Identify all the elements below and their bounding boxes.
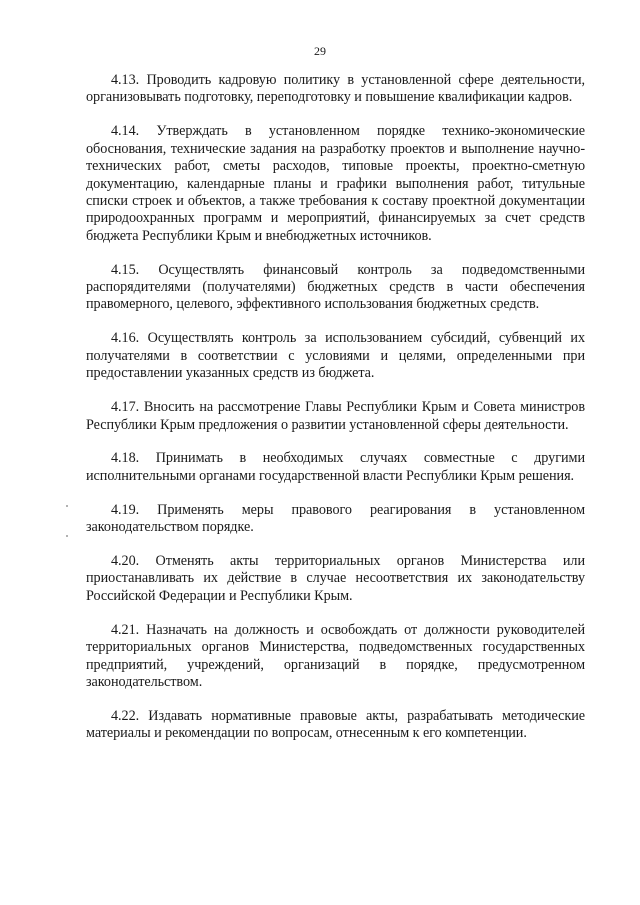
clause-text: Применять меры правового реагирования в установленном законодательством порядке. <box>86 501 586 536</box>
page-number: 29 <box>314 44 326 58</box>
clause-text: Вносить на рассмотрение Главы Республики Крым и Совета министров Республики Крым предложения о развитии установленной сферы деятельности. <box>86 399 585 433</box>
clause-4-22 <box>86 708 585 743</box>
clause-4-14 <box>86 123 585 245</box>
clause-number: 4.19. <box>111 501 140 518</box>
clause-text: Осуществлять контроль за использованием субсидий, субвенций их получателями в соответствии с условиями и целями, определенными при предоставлении указанных средств из бюджета. <box>86 330 585 382</box>
clause-number: 4.18. <box>111 450 140 467</box>
document-body <box>86 72 585 759</box>
clause-4-17 <box>86 399 585 434</box>
clause-4-20 <box>86 553 585 605</box>
clause-number: 4.22. <box>111 707 140 724</box>
clause-text: Назначать на должность и освобождать от должности руководителей территориальных органов Министерства, подведомственных государственных предприятий, учреждений, организаций в порядке, предусмотренном законодательством. <box>86 621 585 690</box>
clause-number: 4.13. <box>111 72 140 88</box>
scan-mark <box>66 505 68 507</box>
clause-number: 4.14. <box>111 123 140 140</box>
clause-text: Проводить кадровую политику в установленной сфере деятельности, организовывать подготовку, переподготовку и повышение квалификации кадров. <box>86 72 585 106</box>
clause-4-16 <box>86 330 585 382</box>
clause-number: 4.17. <box>111 399 140 416</box>
clause-4-19 <box>86 502 585 537</box>
clause-4-15 <box>86 262 585 314</box>
scan-mark <box>66 535 68 537</box>
clause-number: 4.15. <box>111 261 140 278</box>
clause-number: 4.16. <box>111 330 140 347</box>
clause-4-18 <box>86 450 585 485</box>
clause-number: 4.21. <box>111 621 140 638</box>
clause-text: Отменять акты территориальных органов Министерства или приостанавливать их действие в случае несоответствия их законодательству Российской Федерации и Республики Крым. <box>86 553 585 604</box>
clause-4-21 <box>86 622 585 692</box>
clause-number: 4.20. <box>111 553 140 570</box>
clause-text: Издавать нормативные правовые акты, разрабатывать методические материалы и рекомендации по вопросам, отнесенным к его компетенции. <box>86 707 585 742</box>
clause-4-13 <box>86 72 585 107</box>
clause-text: Осуществлять финансовый контроль за подведомственными распорядителями (получателями) бюджетных средств в части обеспечения правомерного, целевого, эффективного использования бюджетных средств. <box>86 261 586 313</box>
clause-text: Утверждать в установленном порядке технико-экономические обоснования, технические задания на разработку проектов и выполнение научно-технических работ, сметы расходов, типовые проекты, проектно-сметную документацию, календарные планы и графики выполнения работ, титульные списки строек и объектов, а также требования к составу проектной документации природоохранных программ и мероприятий, финансируемых за счет средств бюджета Республики Крым и внебюджетных источников. <box>86 123 586 244</box>
clause-text: Принимать в необходимых случаях совместные с другими исполнительными органами государственной власти Республики Крым решения. <box>86 450 585 484</box>
